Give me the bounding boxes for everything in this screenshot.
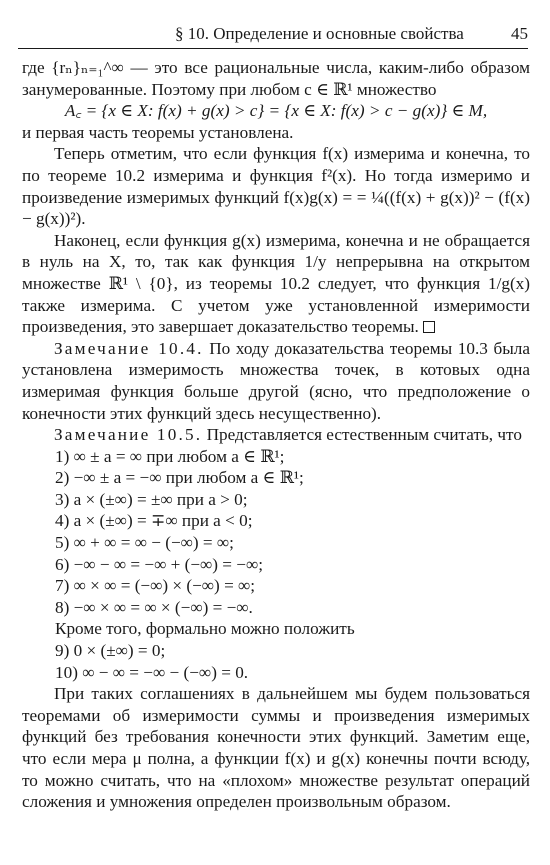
list-item: 3) a × (±∞) = ±∞ при a > 0; bbox=[55, 489, 248, 509]
list-item: 4) a × (±∞) = ∓∞ при a < 0; bbox=[55, 511, 253, 531]
list-item: 9) 0 × (±∞) = 0; bbox=[55, 641, 166, 661]
moreover-line: Кроме того, формально можно положить bbox=[55, 619, 355, 639]
paragraph-conventions: При таких соглашениях в дальнейшем мы будем пользоваться теоремами об измеримости суммы и произведения измеримых функций без требования конечности этих функций. Заметим еще, что если мера μ полна, а функции f(x) и g(x) конечны почти всюду, то можно считать, что на «плохом» множестве результат операций сложения и умножения определен произвольным образом. bbox=[22, 684, 530, 812]
remark-10-5-label: Замечание 10.5. bbox=[54, 425, 203, 445]
body-text bbox=[22, 57, 530, 813]
list-item: 1) ∞ ± a = ∞ при любом a ∈ ℝ¹; bbox=[55, 446, 285, 466]
list-item: 10) ∞ − ∞ = −∞ − (−∞) = 0. bbox=[55, 662, 249, 682]
remark-10-4 bbox=[22, 338, 530, 424]
list-item: 6) −∞ − ∞ = −∞ + (−∞) = −∞; bbox=[55, 554, 264, 574]
remark-10-4-label: Замечание 10.4. bbox=[54, 338, 204, 358]
running-head bbox=[18, 22, 528, 49]
paragraph-quotient bbox=[22, 230, 530, 338]
formula-a-c: A꜀ = {x ∈ X: f(x) + g(x) > c} = {x ∈ X: f(x) > c − g(x)} ∈ M, bbox=[64, 101, 488, 121]
remark-10-4-text: По ходу доказательства теоремы 10.3 была установлена измеримость множества точек, в котовых одна измеримая функция больше другой (ясно, что предположение о конечности этих функций здесь несущественно). bbox=[22, 338, 530, 423]
remark-10-5 bbox=[22, 424, 530, 446]
list-item: 5) ∞ + ∞ = ∞ − (−∞) = ∞; bbox=[55, 533, 234, 553]
list-item: 2) −∞ ± a = −∞ при любом a ∈ ℝ¹; bbox=[55, 468, 304, 488]
paragraph-product: Теперь отметим, что если функция f(x) измерима и конечна, то по теореме 10.2 измерима и функция f²(x). Но тогда измеримо и произведение измеримых функций f(x)g(x) = = ¼((f(x) + g(x))² − (f(x) − g(x))²). bbox=[22, 144, 530, 229]
paragraph-quotient-text: Наконец, если функция g(x) измерима, конечна и не обращается в нуль на X, то, так как функция 1/y непрерывна на открытом множестве ℝ¹ \ {0}, из теоремы 10.2 следует, что функция 1/g(x) также измерима. С учетом уже установленной измеримости произведения, это завершает доказательство теоремы. bbox=[22, 230, 530, 337]
page-number: 45 bbox=[511, 24, 528, 43]
paragraph-intro: где {rₙ}ₙ₌₁^∞ — это все рациональные числа, каким-либо образом занумерованные. Поэтому при любом c ∈ ℝ¹ множество bbox=[22, 58, 530, 99]
list-item: 8) −∞ × ∞ = ∞ × (−∞) = −∞. bbox=[55, 597, 253, 617]
qed-icon bbox=[423, 321, 435, 333]
paragraph-first-part: и первая часть теоремы установлена. bbox=[22, 122, 294, 142]
section-title: § 10. Определение и основные свойства bbox=[175, 24, 464, 43]
remark-10-5-text: Представляется естественным считать, что bbox=[206, 425, 522, 445]
list-item: 7) ∞ × ∞ = (−∞) × (−∞) = ∞; bbox=[55, 576, 256, 596]
